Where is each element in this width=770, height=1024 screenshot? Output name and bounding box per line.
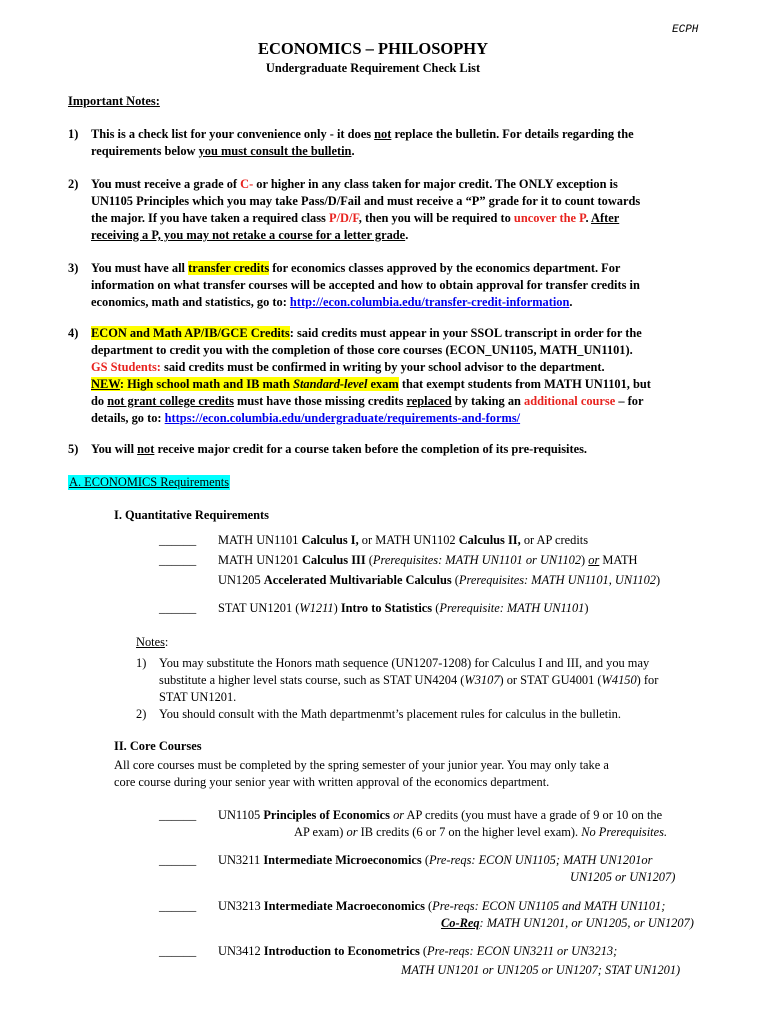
core-blank-2[interactable]: ______ [159,853,197,867]
pdf-highlight: P/D/F [328,211,359,225]
quant-blank-1[interactable]: ______ [159,533,197,547]
text: must have those missing credits [233,394,407,408]
text: , then you will be required to [358,211,514,225]
text: STAT UN1201 ( [218,601,300,615]
core-course-econometrics [218,944,617,959]
no-prereq: No Prerequisites. [581,825,668,839]
ap-credits-highlight: ECON and Math AP/IB/GCE Credits [91,326,290,340]
emphasis: not [374,127,392,141]
emphasis: receiving a P, you may not retake a course for a letter grade [91,228,406,242]
course-name: Calculus II, [458,533,521,547]
text: UN3412 [218,944,264,958]
coreq-label: Co-Req [441,916,480,930]
text: ) [584,601,589,615]
emphasis: not [137,442,155,456]
quant-course-accel [218,573,660,588]
text: . [585,211,592,225]
prereq: Pre-reqs: ECON UN3211 or UN3213; [427,944,618,958]
quant-note-1-number: 1) [136,656,147,670]
text: ( [365,553,373,567]
old-code: W1211 [299,601,334,615]
core-course-econometrics-line2: MATH UN1201 or UN1205 or UN1207; STAT UN1201) [401,963,681,977]
text: You may substitute the Honors math sequence (UN1207-1208) for Calculus I and III, and you may [159,656,650,670]
text: – for [615,394,644,408]
text: MATH UN1101 [218,533,302,547]
core-blank-1[interactable]: ______ [159,808,197,822]
course-name: Principles of Economics [263,808,390,822]
quant-notes-label [136,635,168,650]
text: department to credit you with the completion of those core courses (ECON_UN1105, MATH_UN1101). [91,343,633,357]
quant-note-2-number: 2) [136,707,147,721]
course-name: Accelerated Multivariable Calculus [263,573,452,587]
note-1-number: 1) [68,127,79,141]
course-name: Intermediate Macroeconomics [263,899,425,913]
text: replace the bulletin. For details regarding the [391,127,634,141]
text: : MATH UN1201, or UN1205, or UN1207) [479,916,694,930]
text: ) [581,553,589,567]
or-label: or [588,553,600,567]
note-5-number: 5) [68,442,79,456]
text: do [91,394,108,408]
emphasis: you must consult the bulletin [198,144,352,158]
note-5-text [91,441,587,458]
text: AP exam) [294,825,347,839]
text: . [569,295,573,309]
new-label: NEW [91,377,120,391]
text: ( [451,573,459,587]
text: ( [419,944,428,958]
core-blank-3[interactable]: ______ [159,899,197,913]
note-3-number: 3) [68,261,79,275]
core-course-micro [218,853,652,868]
prereq: Prerequisites: MATH UN1101 or UN1102 [372,553,582,567]
section-a-label: A. ECONOMICS Requirements [69,475,230,489]
text: information on what transfer courses will be accepted and how to obtain approval for transfer credits in [91,278,640,292]
text: UN1105 [218,808,264,822]
prereq: Prerequisite: MATH UN1101 [439,601,585,615]
additional-course-highlight: additional course [524,394,616,408]
text: IB credits (6 or 7 on the higher level exam). [357,825,582,839]
document-subtitle: Undergraduate Requirement Check List [265,61,481,75]
text: UN3213 [218,899,264,913]
quant-heading: I. Quantitative Requirements [114,508,269,522]
text: ) [333,601,341,615]
quant-note-2-text: You should consult with the Math departmenmt’s placement rules for calculus in the bulletin. [159,707,621,721]
old-code: W4150 [601,673,637,687]
text: . [405,228,409,242]
text: exam [367,377,399,391]
note-1 [68,126,78,143]
quant-blank-2[interactable]: ______ [159,553,197,567]
core-heading: II. Core Courses [114,739,202,753]
quant-note-1-text [159,655,658,706]
quant-course-stats [218,601,589,616]
course-name: Calculus I, [301,533,359,547]
text: ( [424,899,433,913]
text: You must have all [91,261,189,275]
text: receive major credit for a course taken before the completion of its pre-requisites. [154,442,588,456]
text: You must receive a grade of [91,177,241,191]
text: ) or STAT GU4001 ( [499,673,602,687]
text: ) for [636,673,659,687]
text: for economics classes approved by the economics department. For [269,261,621,275]
requirements-forms-link[interactable]: https://econ.columbia.edu/undergraduate/requirements-and-forms/ [164,411,521,425]
text: : [164,635,169,649]
uncover-highlight: uncover the P [513,211,586,225]
text: ( [421,853,429,867]
text: UN3211 [218,853,264,867]
text: STAT UN1201. [159,690,237,704]
note-3-text [91,260,640,311]
text: substitute a higher level stats course, such as STAT UN4204 ( [159,673,465,687]
core-course-macro [218,899,665,914]
notes-label: Notes [136,635,165,649]
course-name: Intermediate Microeconomics [263,853,422,867]
grade-highlight: C- [240,177,254,191]
course-name: Calculus III [301,553,366,567]
text: core course during your senior year with written approval of the economics department. [114,775,550,789]
or-label: or [393,808,405,822]
text: the major. If you have taken a required class [91,211,329,225]
note-4-number: 4) [68,326,79,340]
quant-blank-3[interactable]: ______ [159,601,197,615]
prereq: Pre-reqs: ECON UN1105 and MATH UN1101; [432,899,666,913]
standard-level-label: Standard-level [293,377,368,391]
text: MATH UN1201 [218,553,302,567]
emphasis: replaced [406,394,452,408]
text: said credits must be confirmed in writing by your school advisor to the department. [160,360,605,374]
text: or higher in any class taken for major credit. The ONLY exception is [253,177,618,191]
transfer-credits-highlight: transfer credits [188,261,270,275]
quant-course-calc1 [218,533,588,548]
note-2-number: 2) [68,177,79,191]
course-name: Intro to Statistics [340,601,433,615]
text: : said credits must appear in your SSOL transcript in order for the [289,326,642,340]
document-code: ECPH [672,24,699,36]
text: economics, math and statistics, go to: [91,295,290,309]
or-label: or [346,825,358,839]
text: ( [432,601,440,615]
text: ) [656,573,661,587]
emphasis: not grant college credits [107,394,234,408]
note-2-text [91,176,640,244]
text: requirements below [91,144,199,158]
quant-course-calc3 [218,553,638,568]
core-course-principles-line2 [294,825,667,840]
text: or AP credits [520,533,589,547]
text: AP credits (you must have a grade of 9 or 10 on the [404,808,663,822]
core-intro [114,757,609,791]
core-blank-4[interactable]: ______ [159,944,197,958]
text: by taking an [451,394,525,408]
note-4-text [91,325,651,427]
text: : High school math and IB math [119,377,294,391]
old-code: W3107 [464,673,500,687]
text: UN1105 Principles which you may take Pass/D/Fail and must receive a “P” grade for it to count towards [91,194,641,208]
course-name: Introduction to Econometrics [263,944,420,958]
emphasis: After [591,211,620,225]
core-course-principles [218,808,662,823]
text: UN1205 [218,573,264,587]
section-a-heading [68,475,230,490]
text: that exempt students from MATH UN1101, but [398,377,651,391]
text: or MATH UN1102 [358,533,459,547]
note-1-text [91,126,634,160]
prereq: Prerequisites: MATH UN1101, UN1102 [458,573,656,587]
text: details, go to: [91,411,165,425]
core-course-macro-line2 [441,916,694,931]
important-notes-heading: Important Notes: [68,94,160,108]
gs-students-label: GS Students: [91,360,161,374]
document-title: ECONOMICS – PHILOSOPHY [257,39,489,58]
prereq: Pre-reqs: ECON UN1105; MATH UN1201or [428,853,653,867]
text: MATH [599,553,638,567]
text: . [351,144,355,158]
transfer-credit-link[interactable]: http://econ.columbia.edu/transfer-credit-information [289,295,570,309]
text: This is a check list for your convenience only - it does [91,127,375,141]
text: All core courses must be completed by the spring semester of your junior year. You may only take a [114,758,609,772]
core-course-micro-line2: UN1205 or UN1207) [570,870,676,884]
text: You will [91,442,138,456]
